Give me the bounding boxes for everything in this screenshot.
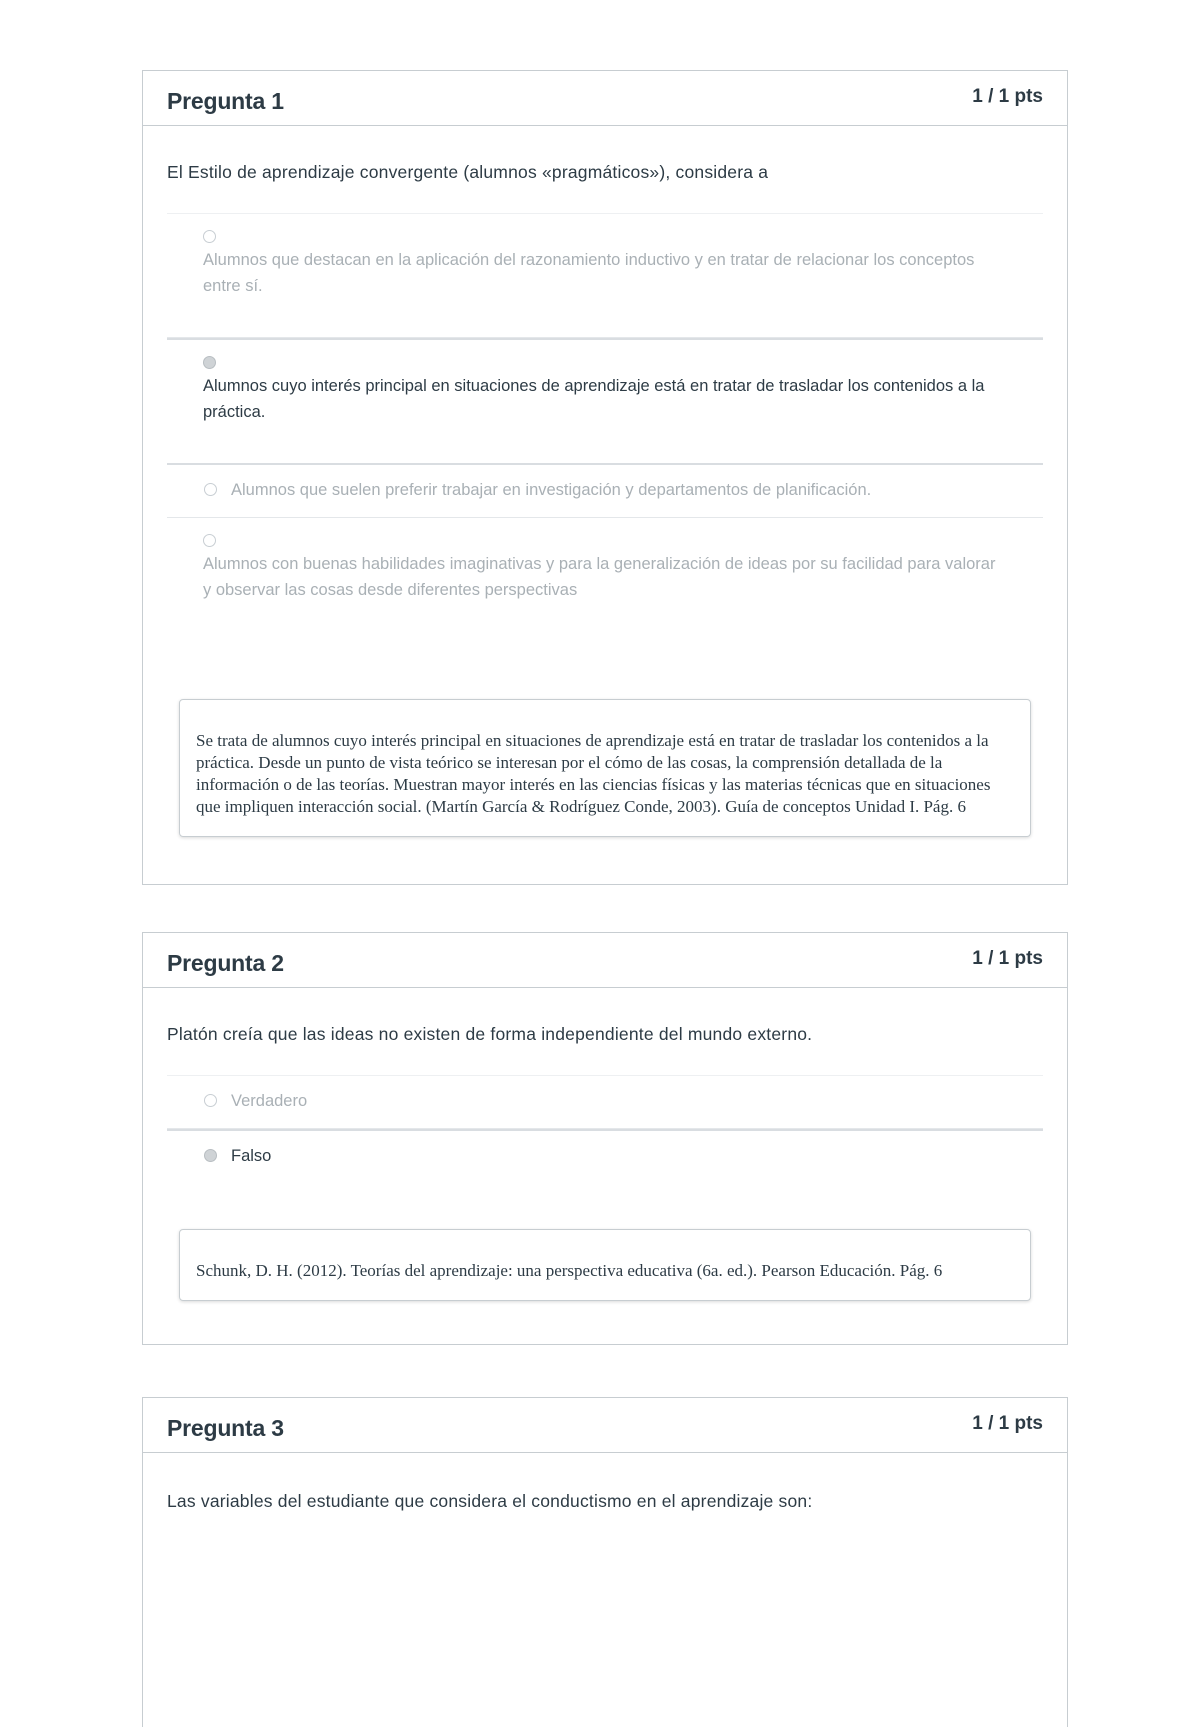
radio-selected-icon[interactable]	[203, 356, 216, 369]
answer-list	[167, 1075, 1043, 1183]
question-body	[143, 988, 1067, 1301]
answer-label: Alumnos que destacan en la aplicación del razonamiento inductivo y en tratar de relacionar los conceptos entre sí.	[203, 251, 975, 295]
answer-label: Falso	[231, 1147, 272, 1165]
answer-label: Alumnos cuyo interés principal en situaciones de aprendizaje está en tratar de trasladar los contenidos a la práctica.	[203, 377, 985, 421]
answer-comment: Schunk, D. H. (2012). Teorías del aprendizaje: una perspectiva educativa (6a. ed.). Pearson Educación. Pág. 6	[179, 1229, 1031, 1301]
question-header	[143, 933, 1067, 988]
question-1	[142, 70, 1068, 885]
answer-option[interactable]	[167, 214, 1043, 338]
answer-label: Alumnos con buenas habilidades imaginativas y para la generalización de ideas por su facilidad para valorar y observar las cosas desde diferentes perspectivas	[203, 555, 996, 599]
answer-option-selected[interactable]	[167, 338, 1043, 465]
answer-option[interactable]	[167, 518, 1043, 641]
question-text: Las variables del estudiante que considera el conductismo en el aprendizaje son:	[167, 1491, 813, 1511]
radio-icon[interactable]	[203, 534, 216, 547]
answer-list	[167, 213, 1043, 641]
question-title: Pregunta 1	[167, 88, 284, 114]
question-header	[143, 71, 1067, 126]
question-points: 1 / 1 pts	[972, 1413, 1043, 1434]
question-points: 1 / 1 pts	[972, 86, 1043, 107]
question-title: Pregunta 2	[167, 950, 284, 976]
radio-icon[interactable]	[204, 1094, 217, 1107]
question-title: Pregunta 3	[167, 1415, 284, 1441]
answer-option-selected[interactable]	[167, 1129, 1043, 1183]
answer-option[interactable]	[167, 1076, 1043, 1129]
question-text: Platón creía que las ideas no existen de forma independiente del mundo externo.	[167, 1024, 813, 1044]
answer-label: Verdadero	[231, 1092, 308, 1110]
question-points: 1 / 1 pts	[972, 948, 1043, 969]
question-body	[143, 126, 1067, 837]
question-2	[142, 932, 1068, 1345]
question-body	[143, 1453, 1067, 1542]
radio-icon[interactable]	[203, 230, 216, 243]
question-3	[142, 1397, 1068, 1727]
radio-selected-icon[interactable]	[204, 1149, 217, 1162]
radio-icon[interactable]	[204, 483, 217, 496]
answer-label: Alumnos que suelen preferir trabajar en investigación y departamentos de planificación.	[231, 481, 872, 499]
question-text: El Estilo de aprendizaje convergente (alumnos «pragmáticos»), considera a	[167, 162, 769, 182]
answer-comment: Se trata de alumnos cuyo interés principal en situaciones de aprendizaje está en tratar de trasladar los contenidos a la práctica. Desde un punto de vista teórico se interesan por el cómo de las cosas, la comprensión detallada de la información o de las teorías. Muestran mayor interés en las ciencias físicas y las materias técnicas que en situaciones que impliquen interacción social. (Martín García & Rodríguez Conde, 2003). Guía de conceptos Unidad I. Pág. 6	[179, 699, 1031, 837]
question-header	[143, 1398, 1067, 1453]
answer-option[interactable]	[167, 465, 1043, 518]
